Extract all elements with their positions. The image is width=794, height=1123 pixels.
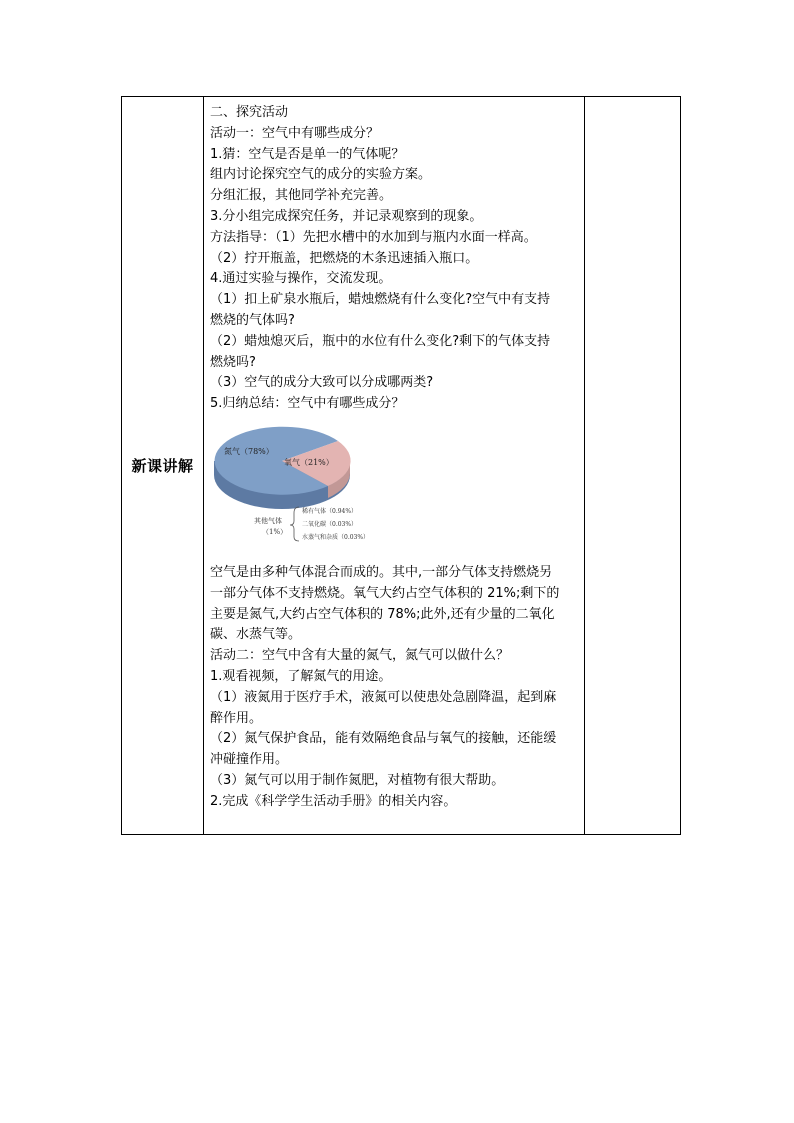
content-line: （2）蜡烛熄灭后，瓶中的水位有什么变化?剩下的气体支持 (210, 333, 551, 349)
content-bottom (210, 563, 580, 813)
content-line: 醉作用。 (210, 710, 263, 726)
content-cell (204, 97, 585, 834)
other-item-vapor: 水蒸气和杂质（0.03%） (302, 533, 370, 541)
other-item-rare-gases: 稀有气体（0.94%） (302, 507, 358, 515)
other-gases-value: （1%） (262, 527, 288, 536)
slice-label-nitrogen: 氮气（78%） (224, 446, 274, 456)
content-line: 3.分小组完成探究任务，并记录观察到的现象。 (210, 208, 483, 224)
content-line: 方法指导：（1）先把水槽中的水加到与瓶内水面一样高。 (210, 229, 537, 245)
slice-label-oxygen: 氧气（21%） (284, 457, 334, 467)
content-line: 4.通过实验与操作，交流发现。 (210, 271, 392, 287)
activity-one-title: 活动一：空气中有哪些成分？ (210, 125, 380, 141)
section-label-cell (122, 97, 204, 834)
activity-two-title: 活动二：空气中含有大量的氮气，氮气可以做什么？ (210, 648, 510, 664)
content-line: 冲碰撞作用。 (210, 752, 289, 768)
content-line: （1）扣上矿泉水瓶后，蜡烛燃烧有什么变化?空气中有支持 (210, 292, 551, 308)
content-line: 1.猜：空气是否是单一的气体呢？ (210, 146, 405, 162)
content-line: 空气是由多种气体混合而成的。其中,一部分气体支持燃烧另 (210, 564, 553, 580)
other-gases-label: 其他气体 (254, 516, 282, 525)
section-label: 新课讲解 (131, 457, 194, 475)
content-line: 1.观看视频，了解氮气的用途。 (210, 668, 392, 684)
content-line: （3）空气的成分大致可以分成哪两类? (210, 375, 434, 391)
other-item-co2: 二氧化碳（0.03%） (302, 520, 358, 528)
content-line: 一部分气体不支持燃烧。氧气大约占空气体积的 21%;剩下的 (210, 585, 560, 601)
content-line: 5.归纳总结：空气中有哪些成分？ (210, 396, 405, 412)
lesson-table (121, 96, 681, 835)
content-line: 燃烧吗? (210, 354, 256, 370)
content-line: （2）氮气保护食品，能有效隔绝食品与氧气的接触，还能缓 (210, 731, 557, 747)
content-line: 组内讨论探究空气的成分的实验方案。 (210, 167, 432, 183)
content-line: 碳、水蒸气等。 (210, 627, 302, 643)
content-line: （2）拧开瓶盖，把燃烧的木条迅速插入瓶口。 (210, 250, 479, 266)
content-line: 主要是氮气,大约占空气体积的 78%;此外,还有少量的二氧化 (210, 606, 555, 622)
air-composition-pie-chart (210, 423, 410, 555)
content-line: 燃烧的气体吗? (210, 312, 295, 328)
pie-chart-svg (210, 423, 410, 555)
heading-line: 二、探究活动 (210, 105, 289, 120)
content-line: 2.完成《科学学生活动手册》的相关内容。 (210, 793, 457, 809)
other-gases-brace (290, 507, 299, 541)
content-top (210, 103, 580, 415)
content-line: 分组汇报，其他同学补充完善。 (210, 188, 393, 204)
notes-cell (585, 97, 680, 834)
content-line: （3）氮气可以用于制作氮肥，对植物有很大帮助。 (210, 772, 505, 788)
content-line: （1）液氮用于医疗手术，液氮可以使患处急剧降温，起到麻 (210, 689, 557, 705)
